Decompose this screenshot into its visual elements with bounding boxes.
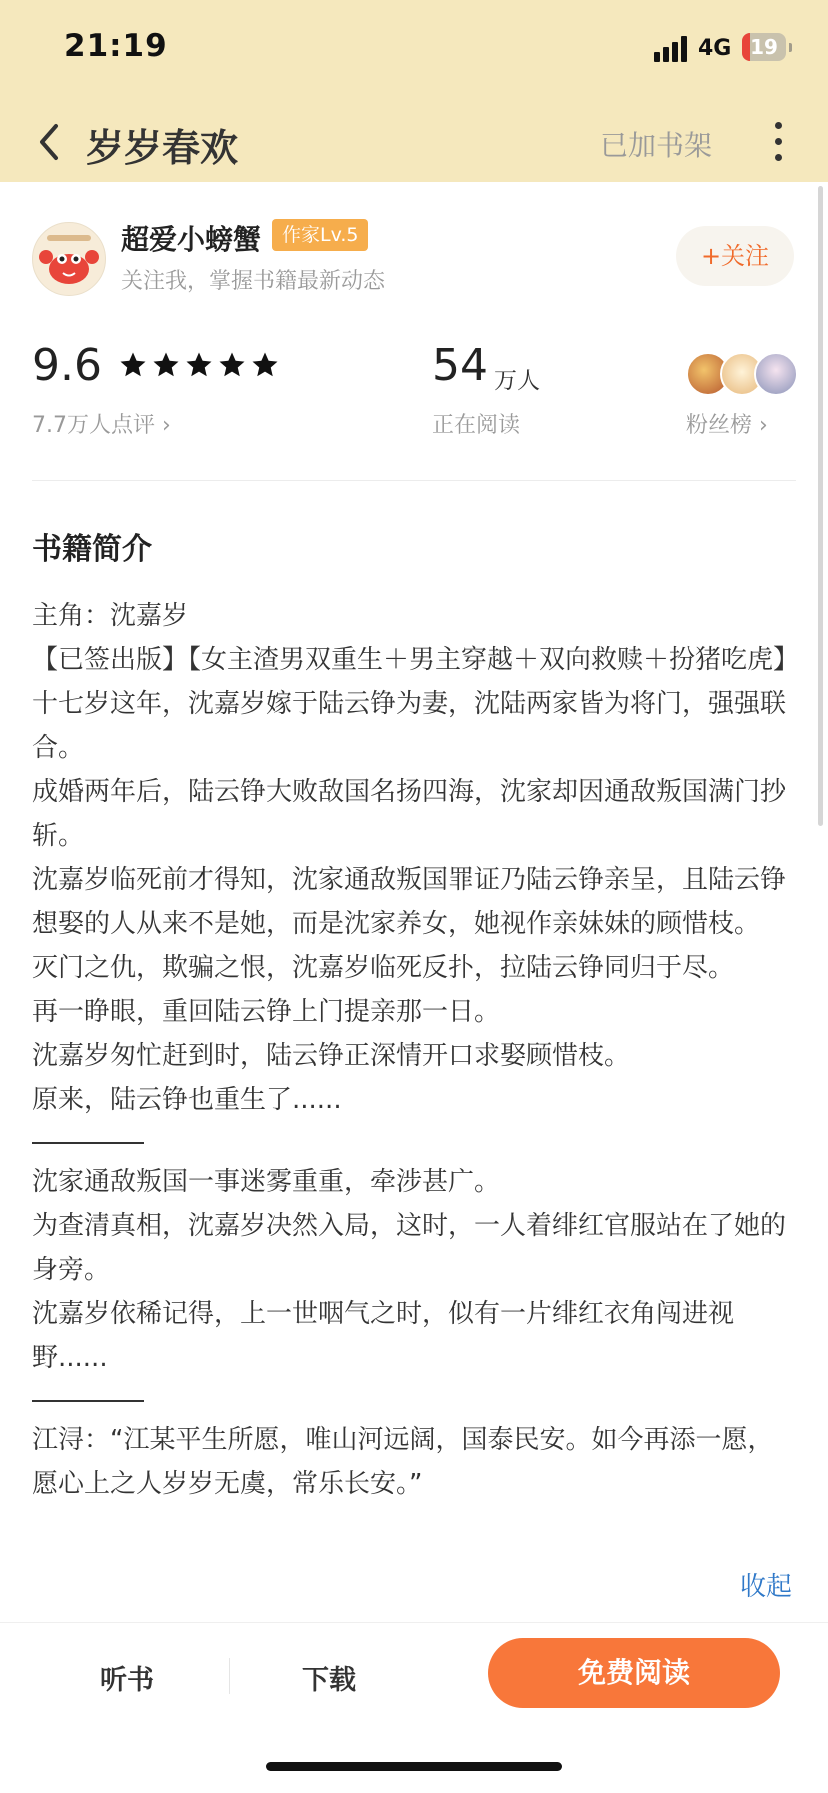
star-icon — [217, 350, 247, 380]
intro-title: 书籍简介 — [32, 532, 152, 567]
readers-label: 正在阅读 — [432, 413, 521, 438]
crab-avatar — [33, 223, 105, 295]
follow-button[interactable]: +关注 — [676, 226, 794, 286]
home-indicator — [266, 1762, 562, 1771]
download-button[interactable]: 下载 — [302, 1665, 356, 1696]
intro-paragraph: 十七岁这年，沈嘉岁嫁于陆云铮为妻，沈陆两家皆为将门，强强联合。 — [32, 689, 787, 763]
intro-paragraph: 原来，陆云铮也重生了...... — [32, 1085, 342, 1115]
book-intro — [32, 594, 798, 1506]
author-subtitle: 关注我，掌握书籍最新动态 — [121, 269, 386, 294]
network-type: 4G — [698, 36, 732, 61]
intro-paragraph: 沈嘉岁依稀记得，上一世咽气之时，似有一片绯红衣角闯进视野...... — [32, 1299, 735, 1373]
star-icon — [184, 350, 214, 380]
battery-tip — [789, 43, 792, 52]
scrollbar[interactable] — [818, 186, 823, 826]
intro-paragraph: 灭门之仇，欺骗之恨，沈嘉岁临死反扑，拉陆云铮同归于尽。 — [32, 953, 735, 983]
star-icon — [151, 350, 181, 380]
back-chevron-icon[interactable] — [32, 118, 68, 166]
intro-paragraph: 主角：沈嘉岁 — [32, 601, 189, 631]
more-vertical-icon[interactable] — [768, 118, 788, 166]
book-title: 岁岁春欢 — [86, 126, 239, 170]
collapse-link[interactable]: 收起 — [740, 1572, 793, 1602]
fans-ranking-link[interactable]: 粉丝榜 › — [686, 413, 768, 438]
rating-score: 9.6 — [32, 340, 102, 391]
readers-unit: 万人 — [494, 368, 540, 394]
reviews-link[interactable]: 7.7万人点评 › — [32, 413, 171, 438]
intro-paragraph: 沈嘉岁临死前才得知，沈家通敌叛国罪证乃陆云铮亲呈，且陆云铮想娶的人从来不是她，而是沈家养女，她视作亲妹妹的顾惜枝。 — [32, 865, 787, 939]
intro-paragraph: 沈嘉岁匆忙赶到时，陆云铮正深情开口求娶顾惜枝。 — [32, 1041, 631, 1071]
listen-button[interactable]: 听书 — [100, 1665, 154, 1696]
star-icon — [118, 350, 148, 380]
star-icon — [250, 350, 280, 380]
divider — [32, 480, 796, 481]
author-avatar[interactable] — [32, 222, 106, 296]
section-rule — [32, 1400, 144, 1402]
author-level-badge: 作家Lv.5 — [272, 219, 368, 251]
fan-avatar — [754, 352, 798, 396]
author-name[interactable]: 超爱小螃蟹 — [121, 223, 262, 256]
intro-paragraph: 【已签出版】【女主渣男双重生＋男主穿越＋双向救赎＋扮猪吃虎】 — [32, 645, 800, 675]
free-read-button[interactable]: 免费阅读 — [488, 1638, 780, 1708]
signal-icon — [654, 36, 688, 62]
battery-level: 19 — [750, 35, 778, 59]
intro-paragraph: 江浔：“江某平生所愿，唯山河远阔，国泰民安。如今再添一愿，愿心上之人岁岁无虞，常乐长安。” — [32, 1425, 774, 1499]
intro-paragraph: 再一睁眼，重回陆云铮上门提亲那一日。 — [32, 997, 501, 1027]
fan-avatars[interactable] — [686, 352, 796, 396]
battery-icon — [742, 33, 786, 61]
intro-paragraph: 成婚两年后，陆云铮大败敌国名扬四海，沈家却因通敌叛国满门抄斩。 — [32, 777, 787, 851]
rating-stars — [118, 350, 283, 386]
intro-paragraph: 为查清真相，沈嘉岁决然入局，这时，一人着绯红官服站在了她的身旁。 — [32, 1211, 787, 1285]
status-time: 21:19 — [64, 28, 168, 64]
bottom-separator — [229, 1658, 230, 1694]
header-area — [0, 0, 828, 182]
section-rule — [32, 1142, 144, 1144]
added-to-shelf-button[interactable]: 已加书架 — [600, 129, 713, 162]
readers-count: 54 — [432, 340, 488, 391]
intro-paragraph: 沈家通敌叛国一事迷雾重重，牵涉甚广。 — [32, 1167, 501, 1197]
